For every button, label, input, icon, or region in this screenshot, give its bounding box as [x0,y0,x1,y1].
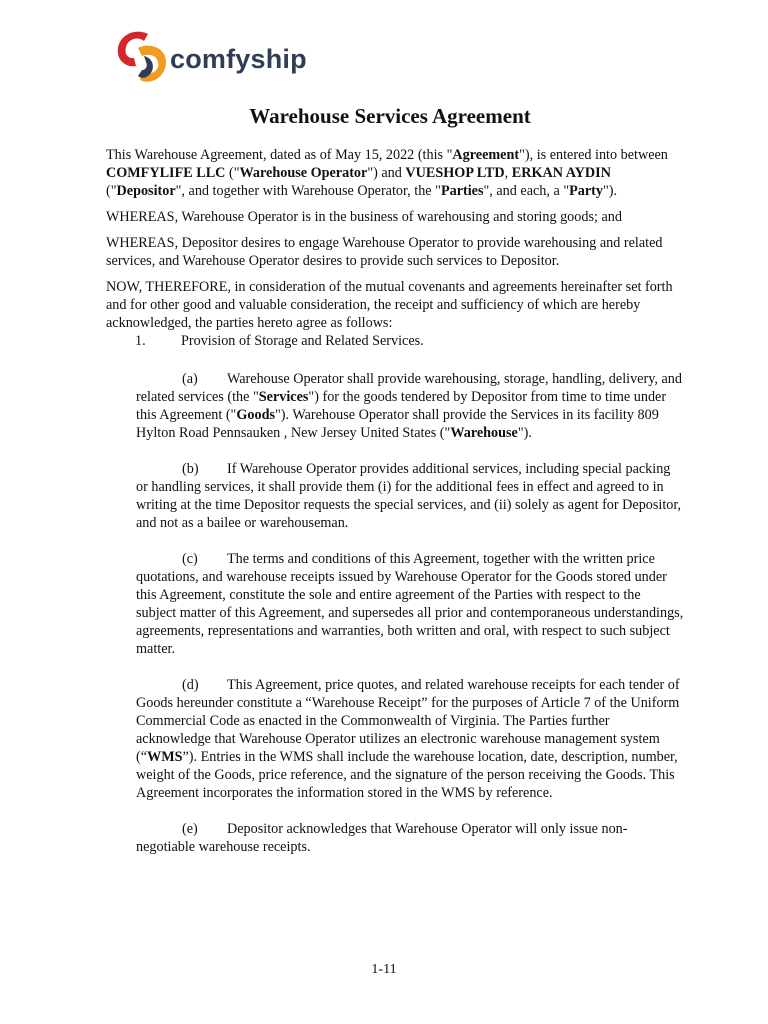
now-therefore-paragraph: NOW, THEREFORE, in consideration of the mutual covenants and agreements hereinafter set forth and for other good and valuable consideration, the receipt and sufficiency of which are hereby acknowledged, the parties hereto agree as follows: [106,279,673,331]
whereas-paragraph-1: WHEREAS, Warehouse Operator is in the business of warehousing and storing goods; and [106,209,622,225]
clause-a: (a) Warehouse Operator shall provide warehousing, storage, handling, delivery, and related services (the "Services") for the goods tendered by Depositor from time to time under this Agreement ("Goods"). Warehouse Operator shall provide the Services in its facility 809 Hylton Road Pennsauken , New Jersey United States ("Warehouse"). [136,371,682,441]
company-logo [114,26,314,92]
comfyship-logo-icon [114,26,174,92]
clause-e: (e) Depositor acknowledges that Warehouse Operator will only issue non-negotiable warehouse receipts. [136,821,628,855]
section-1-heading [106,332,684,350]
clause-b: (b) If Warehouse Operator provides additional services, including special packing or handling services, it shall provide them (i) for the additional fees in effect and agreed to in writing at the time Depositor requests the special services, and (ii) solely as agent for Depositor, and not as a bailee or warehouseman. [136,461,682,531]
logo-wordmark: comfyship [170,44,307,74]
document-body [106,146,684,874]
section-number: 1. [135,333,146,349]
clause-c: (c) The terms and conditions of this Agreement, together with the written price quotations, and warehouse receipts issued by Warehouse Operator for the Goods stored under this Agreement, constitute the sole and entire agreement of the Parties with respect to the subject matter of this Agreement, and supersedes all prior and contemporaneous understandings, agreements, representations and warranties, both written and oral, with respect to such subject matter. [136,551,684,657]
clause-d: (d) This Agreement, price quotes, and related warehouse receipts for each tender of Goods hereunder constitute a “Warehouse Receipt” for the purposes of Article 7 of the Uniform Commercial Code as enacted in the Commonwealth of Virginia. The Parties further acknowledge that Warehouse Operator utilizes an electronic warehouse management system (“WMS”). Entries in the WMS shall include the warehouse location, date, description, number, weight of the Goods, price reference, and the signature of the person receiving the Goods. This Agreement incorporates the information stored in the WMS by reference. [136,677,680,801]
intro-paragraph: This Warehouse Agreement, dated as of May 15, 2022 (this "Agreement"), is entered into between COMFYLIFE LLC ("Warehouse Operator") and VUESHOP LTD, ERKAN AYDIN ("Depositor", and together with Warehouse Operator, the "Parties", and each, a "Party"). [106,147,668,199]
whereas-paragraph-2: WHEREAS, Depositor desires to engage Warehouse Operator to provide warehousing and related services, and Warehouse Operator desires to provide such services to Depositor. [106,235,663,269]
section-title: Provision of Storage and Related Services. [181,333,424,349]
document-title: Warehouse Services Agreement [249,104,531,128]
page-number: 1-11 [371,962,397,977]
